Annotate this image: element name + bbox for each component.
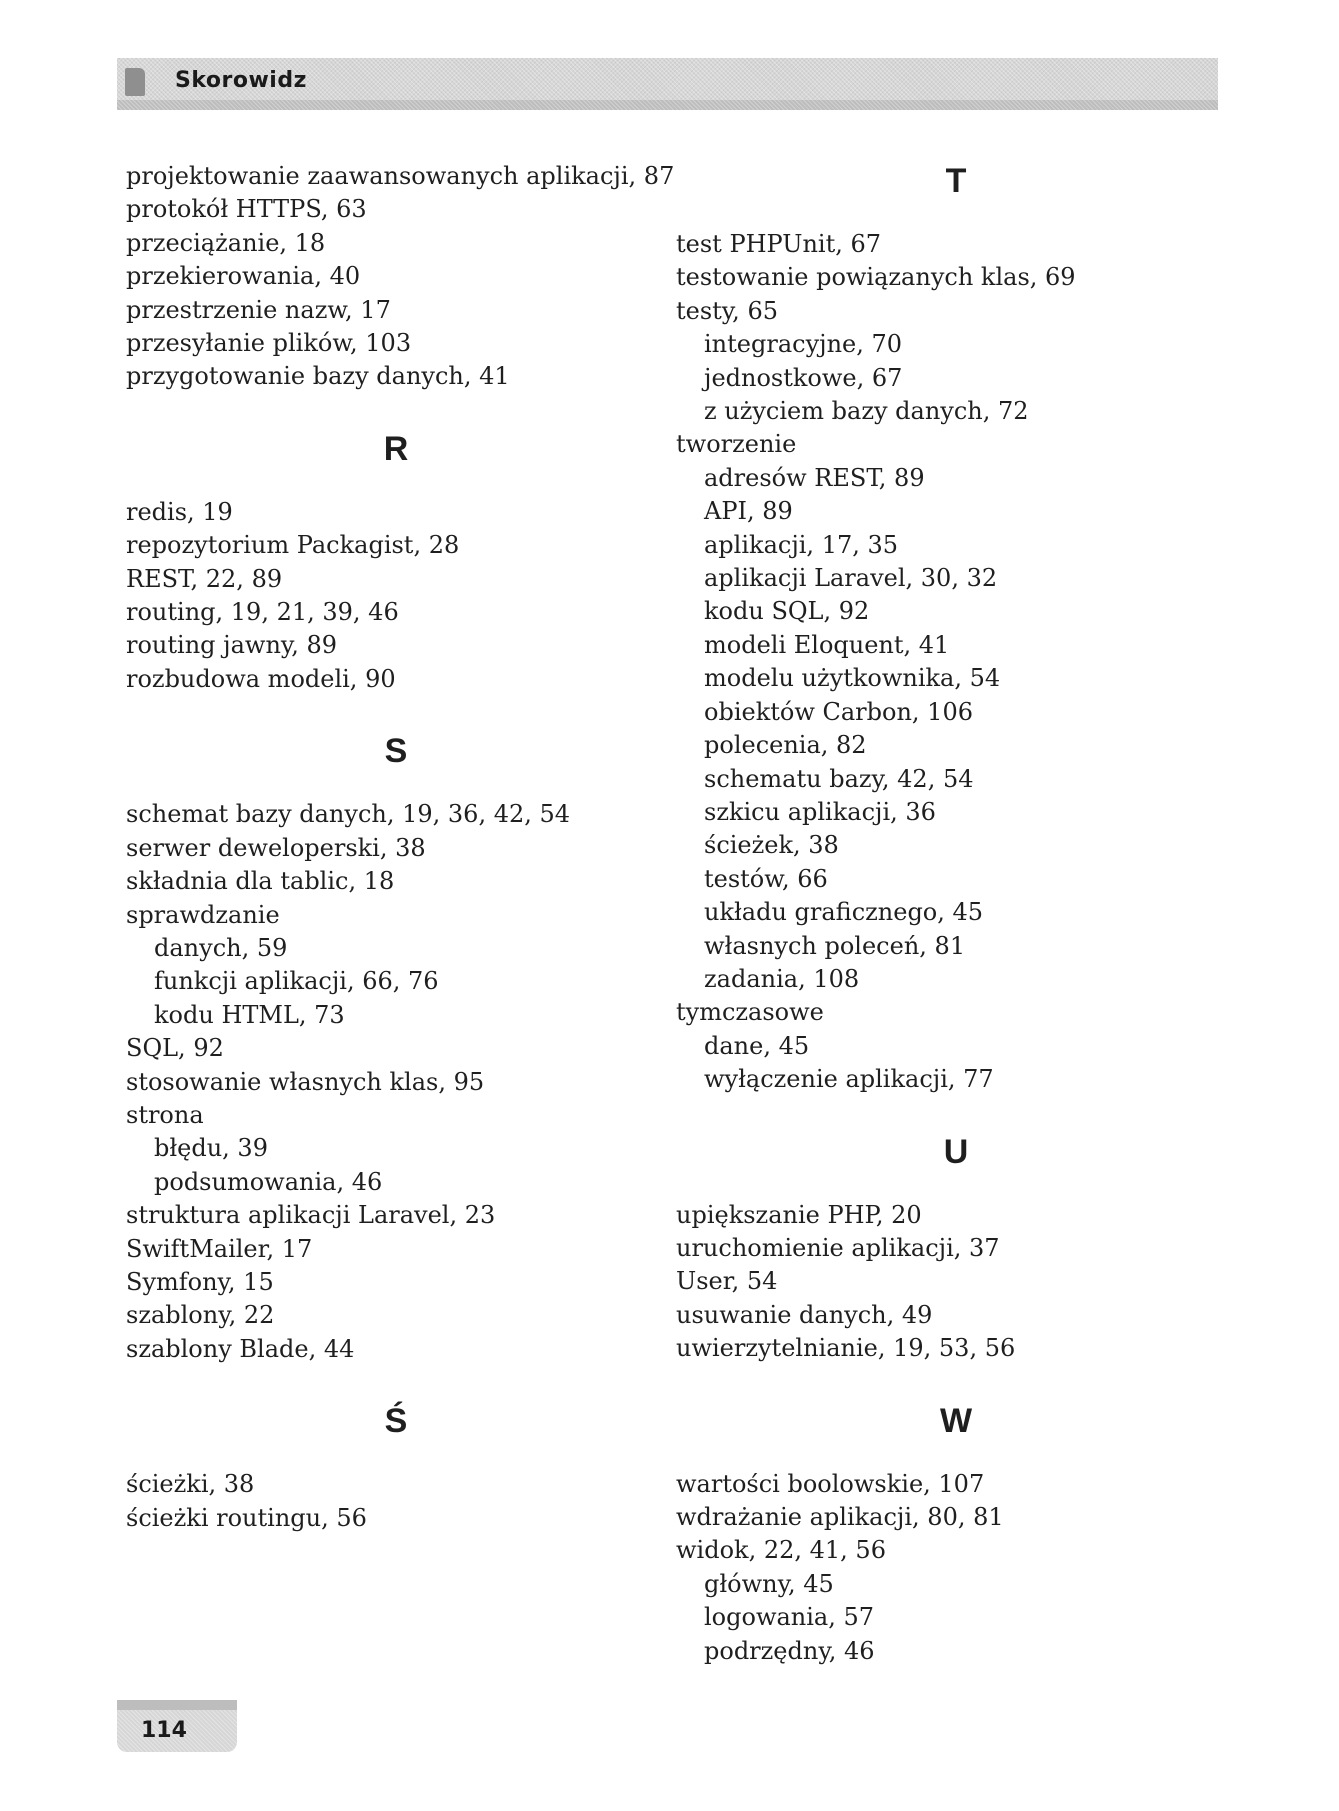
index-group [676,1097,1236,1366]
header-strip [117,100,1218,110]
index-entry: routing jawny, 89 [126,631,338,660]
index-entry: routing, 19, 21, 39, 46 [126,598,399,627]
page-number-strip [117,1700,237,1710]
index-subentry: API, 89 [704,497,793,526]
index-entry: wartości boolowskie, 107 [676,1469,985,1498]
index-entry: testy, 65 [676,296,778,325]
page-number: 114 [141,1718,187,1743]
index-subentry: adresów REST, 89 [704,463,925,492]
letter-heading: T [945,162,967,200]
index-entry: test PHPUnit, 67 [676,230,882,258]
index-subentry: ścieżek, 38 [704,831,839,860]
running-header [117,58,1218,110]
index-entry: ścieżki routingu, 56 [126,1503,367,1532]
index-subentry: funkcji aplikacji, 66, 76 [154,967,439,996]
index-subentry: schematu bazy, 42, 54 [704,764,974,793]
index-entry: tworzenie [676,430,797,459]
index-entry: serwer deweloperski, 38 [126,833,426,862]
page-number-box [117,1700,237,1752]
index-subentry: testów, 66 [704,864,828,893]
index-subentry: aplikacji, 17, 35 [704,530,899,559]
index-group [676,1366,1236,1668]
index-subentry: modelu użytkownika, 54 [704,664,1001,693]
index-subentry: kodu HTML, 73 [154,1000,345,1029]
index-subentry: obiektów Carbon, 106 [704,697,973,726]
index-subentry: zadania, 108 [704,964,860,993]
index-entry: rozbudowa modeli, 90 [126,664,396,693]
index-entry: szablony Blade, 44 [126,1334,355,1363]
letter-heading: R [383,429,409,468]
index-entry: redis, 19 [126,497,233,526]
index-entry: uruchomienie aplikacji, 37 [676,1233,1000,1262]
index-entry: tymczasowe [676,998,824,1027]
index-entry: repozytorium Packagist, 28 [126,531,460,560]
index-subentry: podsumowania, 46 [154,1167,383,1196]
index-subentry: logowania, 57 [704,1603,875,1632]
index-subentry: dane, 45 [704,1031,810,1060]
index-subentry: błędu, 39 [154,1134,268,1163]
index-entry: REST, 22, 89 [126,564,283,593]
index-entry: sprawdzanie [126,900,280,929]
index-entry: projektowanie zaawansowanych aplikacji, 87 [126,162,675,190]
index-subentry: kodu SQL, 92 [704,597,870,626]
header-title: Skorowidz [175,68,307,93]
index-subentry: z użyciem bazy danych, 72 [704,397,1029,426]
index-entry: widok, 22, 41, 56 [676,1536,886,1565]
index-entry: strona [126,1100,204,1129]
index-entry: przeciążanie, 18 [126,228,326,257]
index-subentry: polecenia, 82 [704,731,867,760]
index-subentry: jednostkowe, 67 [704,363,903,392]
index-column-right [676,160,1236,1668]
index-entry: protokół HTTPS, 63 [126,195,367,224]
index-group [126,1366,666,1535]
index-subentry: danych, 59 [154,933,288,962]
index-entry: składnia dla tablic, 18 [126,867,395,896]
index-entry: SQL, 92 [126,1034,224,1063]
index-entry: przestrzenie nazw, 17 [126,295,391,324]
index-group [126,394,666,696]
index-subentry: szkicu aplikacji, 36 [704,797,936,826]
header-tab-marker [125,68,145,96]
index-entry: przesyłanie plików, 103 [126,329,412,358]
index-subentry: główny, 45 [704,1569,834,1598]
index-entry: przekierowania, 40 [126,262,361,291]
index-subentry: własnych poleceń, 81 [704,931,966,960]
letter-heading: U [943,1132,969,1171]
index-subentry: układu graficznego, 45 [704,898,984,927]
index-entry: User, 54 [676,1267,778,1296]
index-subentry: podrzędny, 46 [704,1636,875,1665]
index-entry: przygotowanie bazy danych, 41 [126,362,510,391]
index-entry: Symfony, 15 [126,1267,274,1296]
index-entry: SwiftMailer, 17 [126,1234,313,1263]
index-subentry: modeli Eloquent, 41 [704,630,950,659]
index-entry: upiększanie PHP, 20 [676,1200,922,1229]
index-group [126,160,675,394]
index-subentry: integracyjne, 70 [704,330,903,359]
letter-heading: Ś [384,1402,408,1441]
letter-heading: S [384,732,408,771]
index-entry: testowanie powiązanych klas, 69 [676,263,1076,292]
index-entry: stosowanie własnych klas, 95 [126,1067,485,1096]
index-entry: ścieżki, 38 [126,1470,255,1499]
index-group [126,696,666,1366]
index-entry: szablony, 22 [126,1301,275,1330]
index-column-left [126,160,675,1535]
index-subentry: aplikacji Laravel, 30, 32 [704,564,998,593]
letter-heading: W [939,1401,973,1440]
index-entry: wdrażanie aplikacji, 80, 81 [676,1503,1004,1531]
index-entry: uwierzytelnianie, 19, 53, 56 [676,1334,1016,1363]
index-entry: struktura aplikacji Laravel, 23 [126,1201,496,1230]
index-entry: usuwanie danych, 49 [676,1300,933,1329]
index-subentry: wyłączenie aplikacji, 77 [704,1065,994,1094]
index-entry: schemat bazy danych, 19, 36, 42, 54 [126,800,571,829]
index-group [676,160,1236,1097]
